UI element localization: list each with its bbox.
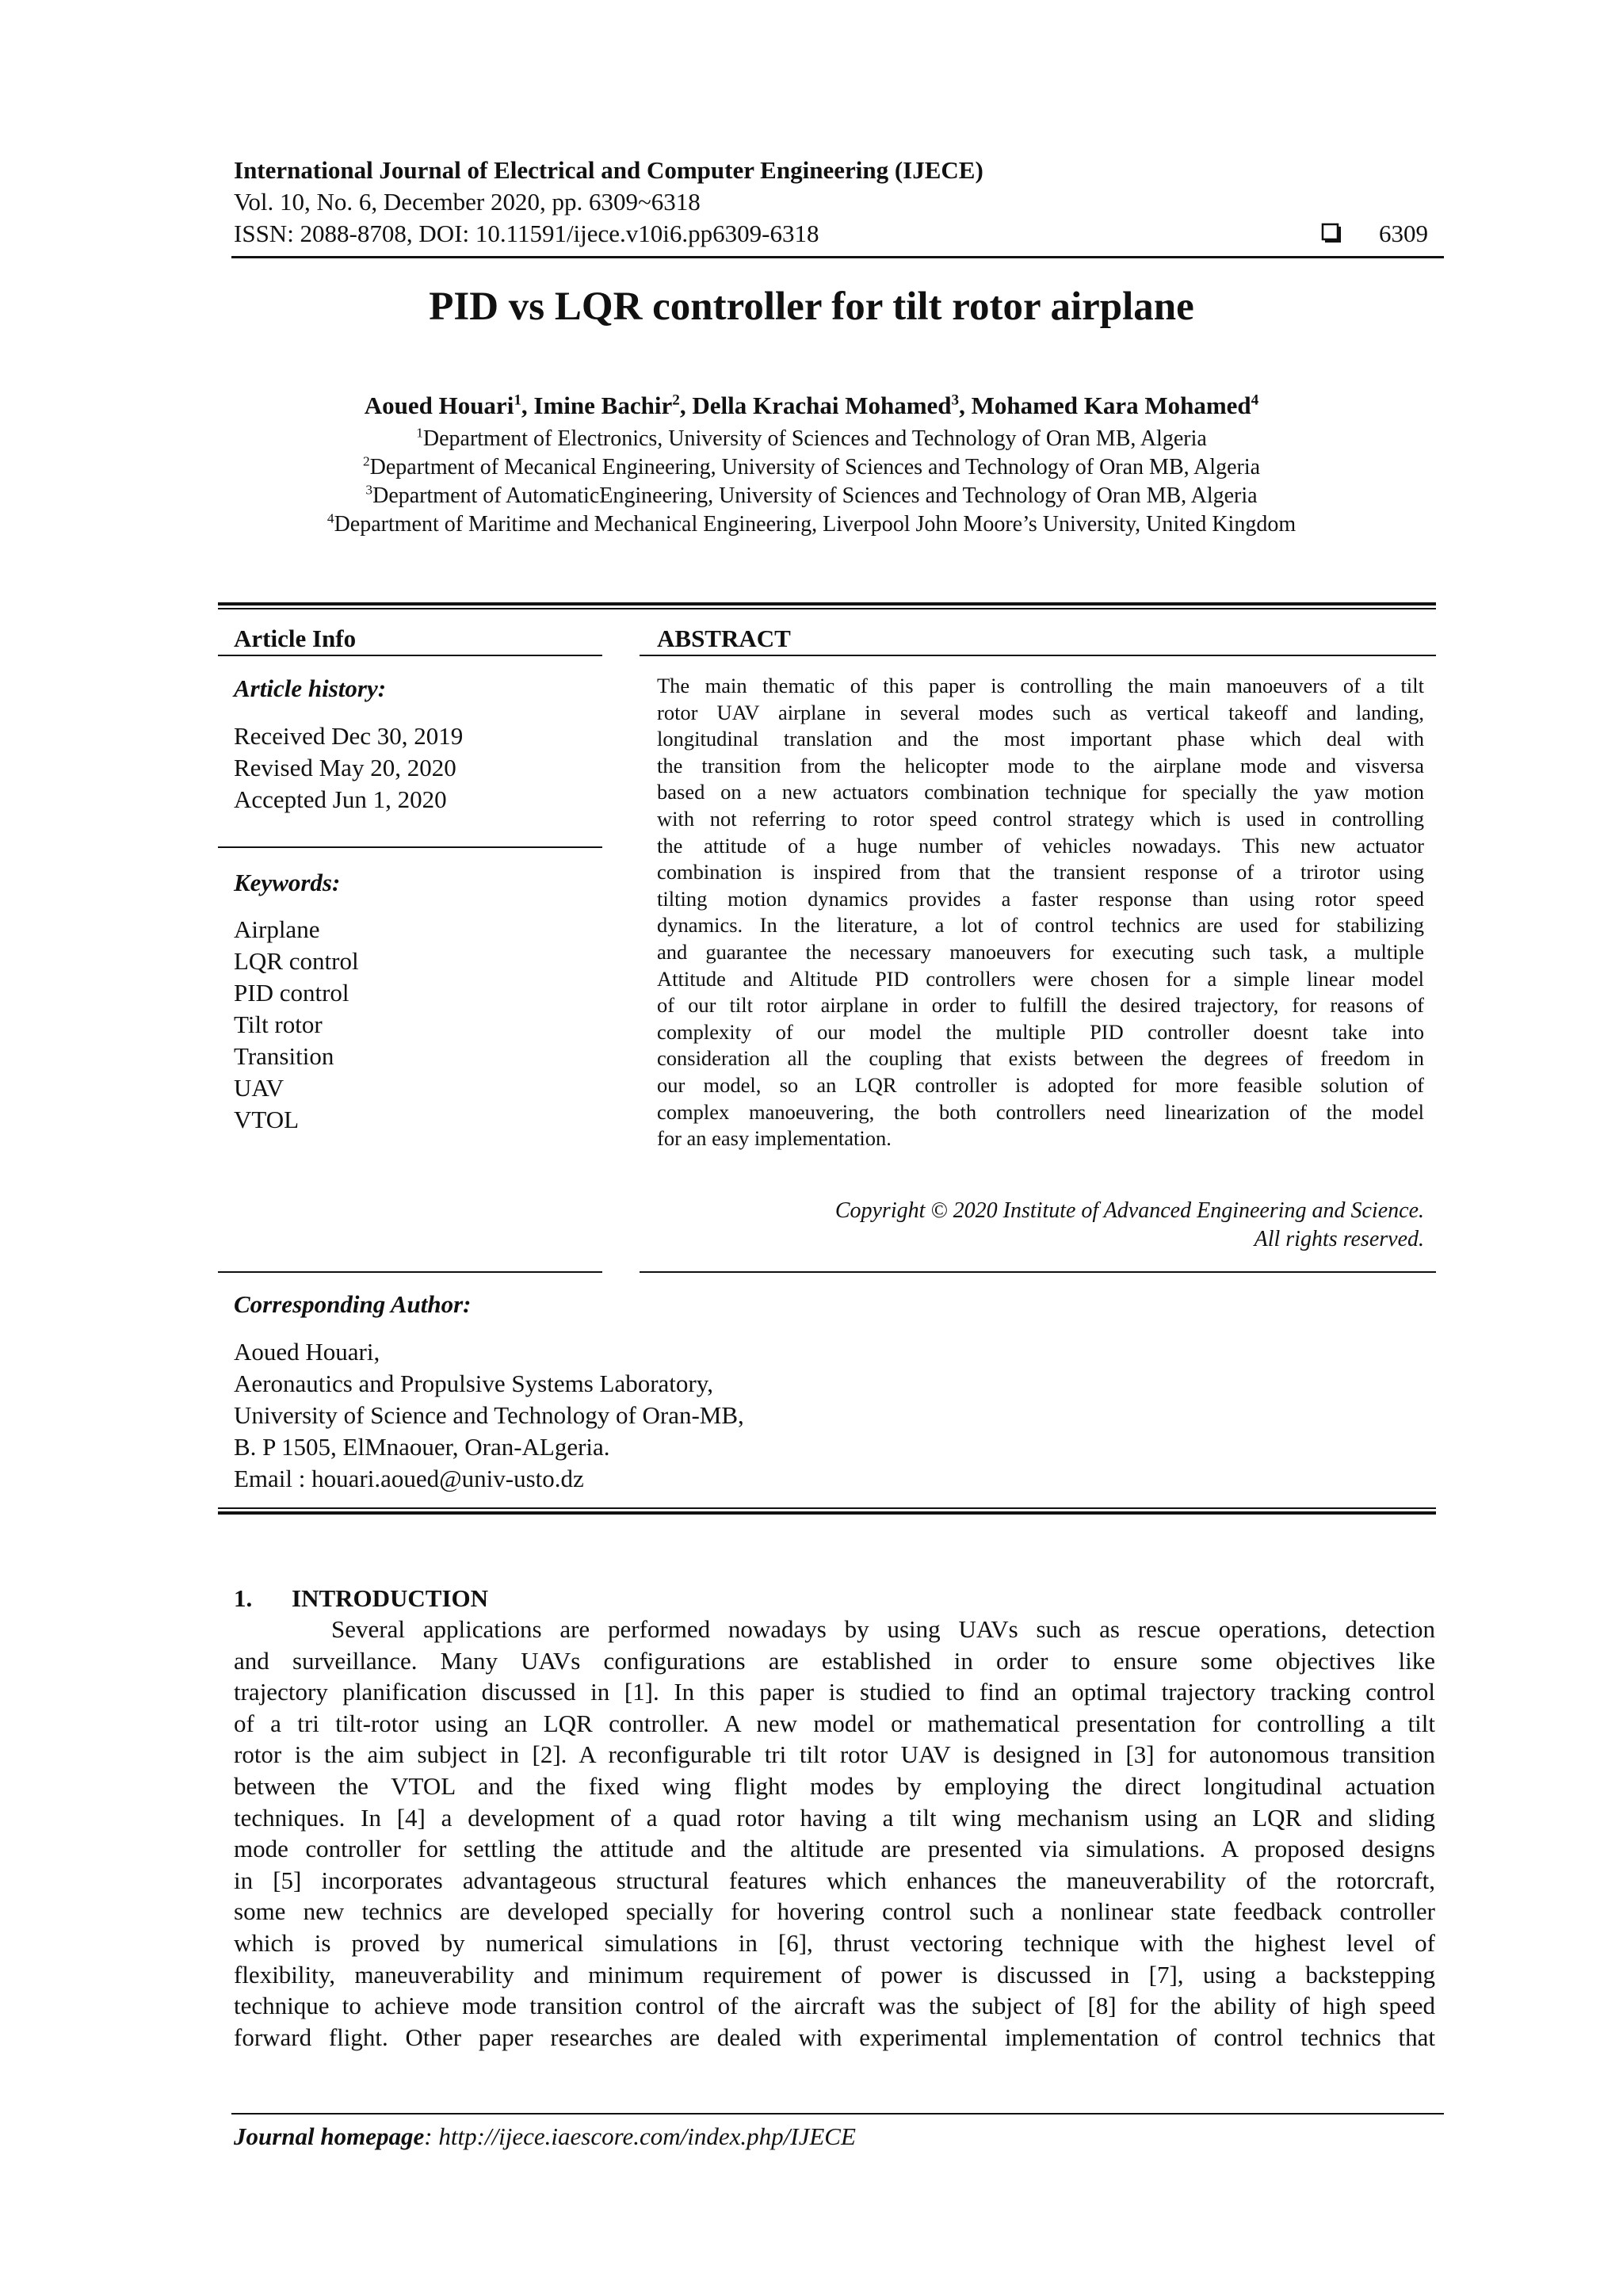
abstract-line: combination is inspired from that the transient response of a trirotor using (657, 860, 1424, 884)
abstract-rule (640, 655, 1436, 656)
intro-line: techniques. In [4] a development of a quad rotor having a tilt wing mechanism using an LQR and sliding (234, 1803, 1435, 1832)
author-sep: , (521, 392, 534, 419)
author-sup: 4 (1251, 392, 1259, 409)
section-heading: INTRODUCTION (292, 1584, 489, 1612)
affiliation-line (0, 425, 1623, 453)
keyword-item: PID control (234, 979, 349, 1007)
abstract-line: of our tilt rotor airplane in order to fulfill the desired trajectory, for reasons of (657, 993, 1424, 1018)
affiliation-sup: 1 (416, 425, 423, 441)
abstract-line: with not referring to rotor speed control strategy which is used in controlling (657, 806, 1424, 831)
intro-line: technique to achieve mode transition control of the aircraft was the subject of [8] for the ability of high speed (234, 1992, 1435, 2020)
infobox-top-rule (218, 602, 1436, 606)
author-name: Mohamed Kara Mohamed (971, 392, 1251, 419)
affiliation-sup: 3 (365, 482, 373, 498)
author-sep: , (959, 392, 972, 419)
abstract-line: and guarantee the necessary manoeuvers for executing such task, a multiple (657, 939, 1424, 964)
infobox-left-bottom-rule (218, 1271, 602, 1273)
infobox-top-rule-thin (218, 608, 1436, 609)
affiliation-text: Department of AutomaticEngineering, University of Sciences and Technology of Oran MB, Algeria (372, 483, 1258, 508)
corresponding-name: Aoued Houari, (234, 1338, 380, 1366)
abstract-line: the transition from the helicopter mode to the airplane mode and visversa (657, 753, 1424, 777)
section-number: 1. (234, 1584, 253, 1612)
keyword-item: Transition (234, 1042, 334, 1070)
abstract-line: our model, so an LQR controller is adopted for more feasible solution of (657, 1072, 1424, 1097)
intro-line: trajectory planification discussed in [1]. In this paper is studied to find an optimal trajectory tracking control (234, 1678, 1435, 1706)
infobox-bottom-rule-thin (218, 1507, 1436, 1509)
abstract-body (657, 673, 1424, 1152)
article-info-rule (218, 655, 602, 656)
abstract-line-last: for an easy implementation. (657, 1126, 892, 1151)
copyright-line-1: Copyright © 2020 Institute of Advanced Engineering and Science. (834, 1198, 1424, 1223)
header-rule (231, 256, 1444, 258)
author-name: Della Krachai Mohamed (692, 392, 952, 419)
journal-volume: Vol. 10, No. 6, December 2020, pp. 6309~6318 (234, 188, 701, 216)
abstract-line: based on a new actuators combination technique for specially the yaw motion (657, 780, 1424, 804)
corresponding-heading: Corresponding Author: (234, 1290, 472, 1318)
journal-name: International Journal of Electrical and Computer Engineering (IJECE) (234, 156, 983, 184)
affiliation-sup: 4 (327, 510, 334, 526)
keyword-item: UAV (234, 1074, 285, 1102)
abstract-line: rotor UAV airplane in several modes such as vertical takeoff and landing, (657, 700, 1424, 724)
intro-line: between the VTOL and the fixed wing flight modes by employing the direct longitudinal actuation (234, 1771, 1435, 1800)
corresponding-email: Email : houari.aoued@univ-usto.dz (234, 1465, 584, 1492)
corresponding-university: University of Science and Technology of Oran-MB, (234, 1401, 744, 1429)
abstract-heading: ABSTRACT (657, 625, 791, 652)
affiliation-line (0, 453, 1623, 482)
article-info-heading: Article Info (234, 625, 357, 652)
infobox-right-bottom-rule (640, 1271, 1436, 1273)
intro-line: mode controller for settling the attitude and the altitude are presented via simulations. A proposed designs (234, 1835, 1435, 1863)
keywords-rule (218, 846, 602, 848)
intro-line: which is proved by numerical simulations in [6], thrust vectoring technique with the highest level of (234, 1928, 1435, 1957)
abstract-line: the attitude of a huge number of vehicles nowadays. This new actuator (657, 833, 1424, 858)
history-received: Received Dec 30, 2019 (234, 722, 464, 750)
affiliation-text: Department of Mecanical Engineering, University of Sciences and Technology of Oran MB, Algeria (369, 455, 1261, 479)
journal-issn: ISSN: 2088-8708, DOI: 10.11591/ijece.v10i6.pp6309-6318 (234, 220, 819, 247)
keyword-item: VTOL (234, 1106, 300, 1133)
abstract-line: The main thematic of this paper is controlling the main manoeuvers of a tilt (657, 674, 1424, 697)
authors-line (0, 390, 1623, 422)
infobox-bottom-rule (218, 1511, 1436, 1515)
abstract-line: longitudinal translation and the most important phase which deal with (657, 727, 1424, 751)
journal-homepage (234, 2121, 856, 2153)
affiliations (0, 425, 1623, 539)
abstract-line: consideration all the coupling that exists between the degrees of freedom in (657, 1046, 1424, 1071)
author-sup: 1 (514, 392, 521, 409)
abstract-line: complexity of our model the multiple PID controller doesnt take into (657, 1019, 1424, 1044)
corresponding-lab: Aeronautics and Propulsive Systems Laboratory, (234, 1370, 713, 1397)
intro-line: Several applications are performed nowadays by using UAVs such as rescue operations, detection (331, 1615, 1435, 1643)
intro-line: forward flight. Other paper researches are dealed with experimental implementation of control technics that (234, 2023, 1435, 2051)
introduction-body (234, 1614, 1435, 2053)
affiliation-sup: 2 (362, 453, 370, 469)
paper-title: PID vs LQR controller for tilt rotor airplane (429, 285, 1194, 329)
corresponding-details (234, 1336, 744, 1495)
author-name: Imine Bachir (533, 392, 673, 419)
author-name: Aoued Houari (364, 392, 514, 419)
affiliation-line (0, 482, 1623, 510)
copyright-line-2: All rights reserved. (1254, 1227, 1424, 1251)
affiliation-line (0, 510, 1623, 539)
affiliation-text: Department of Maritime and Mechanical Engineering, Liverpool John Moore’s University, United Kingdom (334, 512, 1296, 537)
checkbox-square-icon (1321, 223, 1342, 243)
keyword-item: Tilt rotor (234, 1010, 323, 1038)
intro-line: of a tri tilt-rotor using an LQR controller. A new model or mathematical presentation for controlling a tilt (234, 1709, 1435, 1737)
abstract-line: Attitude and Altitude PID controllers were chosen for a simple linear model (657, 966, 1424, 991)
keywords-heading: Keywords: (234, 869, 341, 896)
keyword-item: LQR control (234, 947, 359, 975)
keywords-list (234, 914, 359, 1136)
homepage-label: Journal homepage (234, 2122, 425, 2150)
author-sep: , (679, 392, 693, 419)
abstract-line: tilting motion dynamics provides a faster response than using rotor speed (657, 886, 1424, 911)
page-number: 6309 (1379, 220, 1428, 247)
abstract-line: dynamics. In the literature, a lot of control technics are used for stabilizing (657, 913, 1424, 938)
footer-rule (231, 2113, 1444, 2115)
history-revised: Revised May 20, 2020 (234, 754, 456, 781)
keyword-item: Airplane (234, 915, 320, 943)
article-history-heading: Article history: (234, 674, 387, 702)
homepage-link[interactable]: http://ijece.iaescore.com/index.php/IJECE (438, 2122, 856, 2150)
intro-line: and surveillance. Many UAVs configurations are established in order to ensure some objectives like (234, 1646, 1435, 1675)
intro-line: rotor is the aim subject in [2]. A reconfigurable tri tilt rotor UAV is designed in [3] for autonomous transition (234, 1740, 1435, 1769)
intro-line: flexibility, maneuverability and minimum requirement of power is discussed in [7], using a backstepping (234, 1960, 1435, 1988)
corresponding-address: B. P 1505, ElMnaouer, Oran-ALgeria. (234, 1433, 610, 1461)
intro-line: some new technics are developed specially for hovering control such a nonlinear state feedback controller (234, 1897, 1435, 1926)
intro-line: in [5] incorporates advantageous structural features which enhances the maneuverability of the rotorcraft, (234, 1866, 1435, 1894)
author-sup: 2 (672, 392, 680, 409)
homepage-colon: : (424, 2122, 439, 2150)
affiliation-text: Department of Electronics, University of Sciences and Technology of Oran MB, Algeria (422, 426, 1207, 451)
author-sup: 3 (951, 392, 960, 409)
abstract-line: complex manoeuvering, the both controllers need linearization of the model (657, 1099, 1424, 1124)
article-history (234, 720, 463, 816)
history-accepted: Accepted Jun 1, 2020 (234, 785, 447, 813)
